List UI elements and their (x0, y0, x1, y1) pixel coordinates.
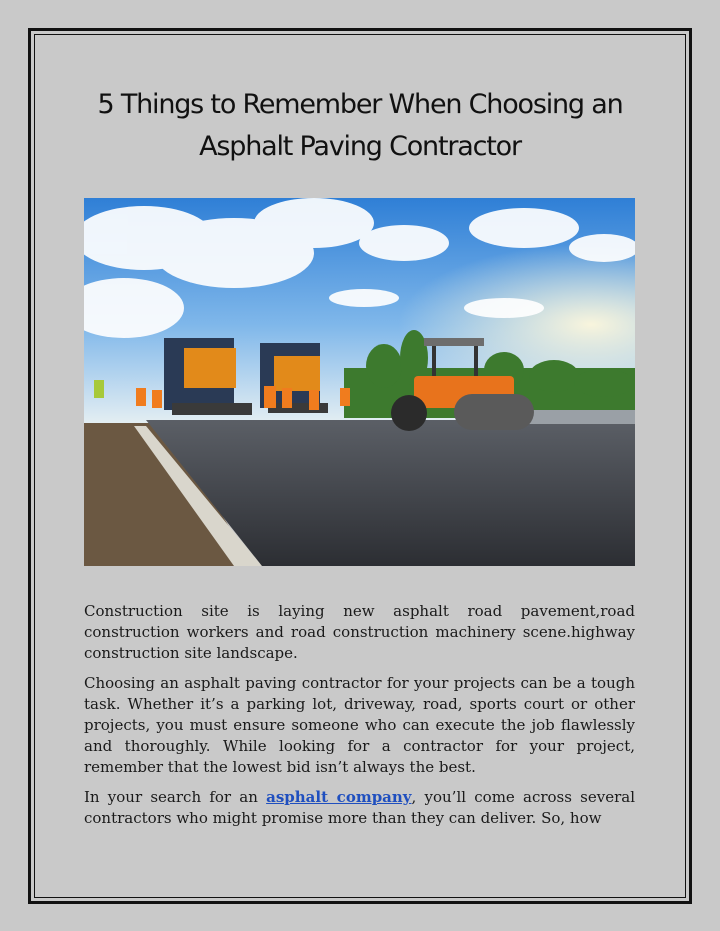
asphalt-paving-photo (84, 198, 635, 566)
paragraph-search-text-before: In your search for an (84, 788, 267, 806)
asphalt-company-link[interactable]: asphalt company (266, 788, 412, 806)
document-title: 5 Things to Remember When Choosing an Asphalt Paving Contractor (97, 89, 623, 162)
paragraph-search-text-after: , you’ll come across several contractors who might promise more than they can deliver. So, how (84, 788, 635, 827)
paragraph-intro: Choosing an asphalt paving contractor for your projects can be a tough task. Whether it’s a parking lot, driveway, road, sports court or other projects, you must ensure someone who can execute the job flawlessly and thoroughly. While looking for a contractor for your project, remember that the lowest bid isn’t always the best. (84, 674, 635, 776)
image-caption: Construction site is laying new asphalt road pavement,road construction workers and road construction machinery scene.highway construction site landscape. (84, 602, 635, 662)
paragraph-search (84, 787, 635, 829)
